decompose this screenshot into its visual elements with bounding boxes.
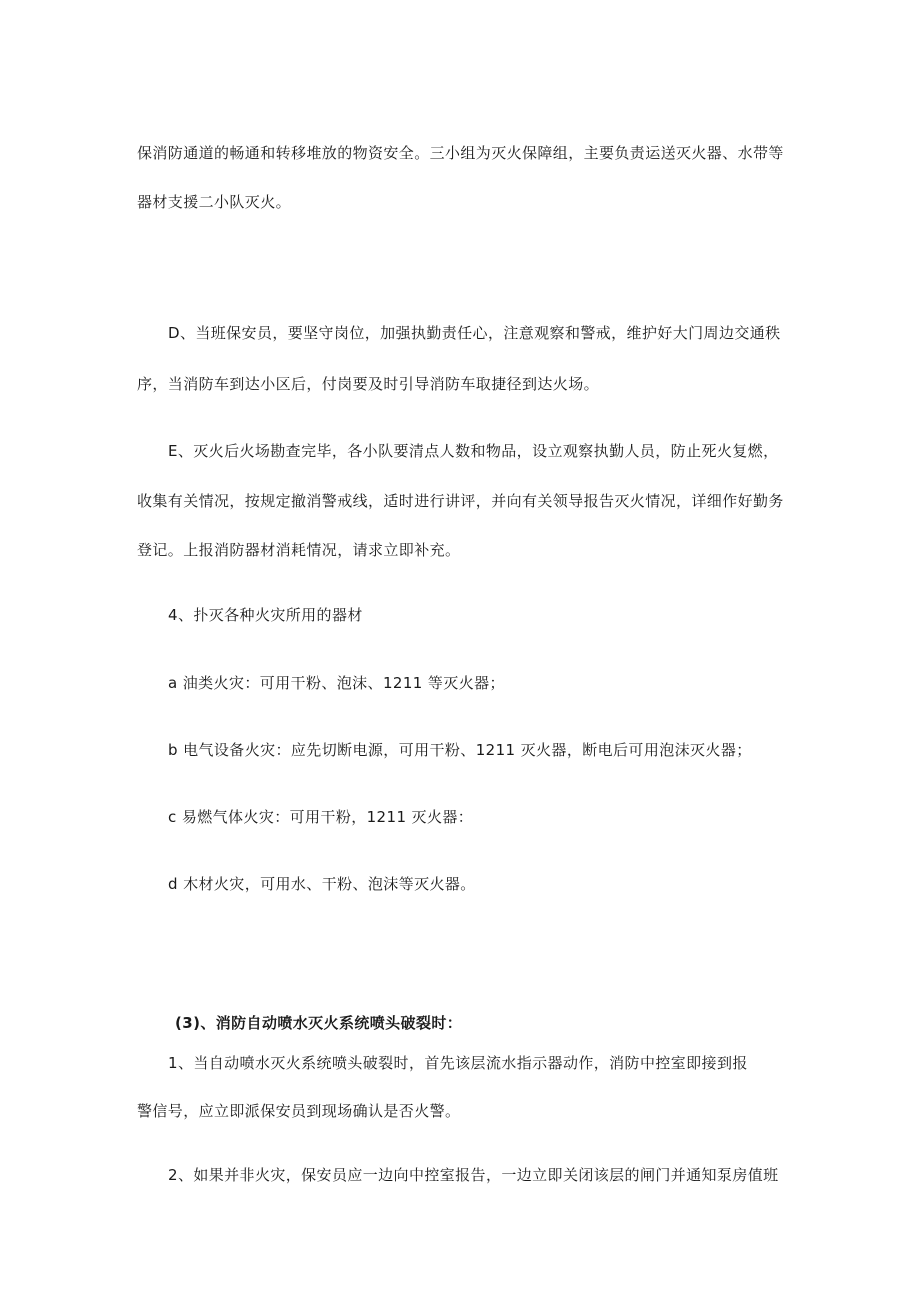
section-heading: 4、扑灭各种火灾所用的器材 — [168, 606, 363, 624]
list-item: a 油类火灾：可用干粉、泡沫、1211 等灭火器； — [168, 674, 505, 692]
list-item: c 易燃气体火灾：可用干粉，1211 灭火器： — [168, 808, 474, 826]
paragraph-line: 序，当消防车到达小区后，付岗要及时引导消防车取捷径到达火场。 — [137, 375, 600, 393]
section-title: (3)、消防自动喷水灭火系统喷头破裂时： — [175, 1014, 463, 1032]
paragraph-line: 2、如果并非火灾，保安员应一边向中控室报告，一边立即关闭该层的闸门并通知泵房值班 — [168, 1166, 779, 1184]
paragraph-line: D、当班保安员，要坚守岗位，加强执勤责任心，注意观察和警戒，维护好大门周边交通秩 — [168, 324, 781, 342]
list-item: b 电气设备火灾：应先切断电源，可用干粉、1211 灭火器，断电后可用泡沫灭火器； — [168, 741, 752, 759]
paragraph-line: E、灭火后火场勘查完毕，各小队要清点人数和物品，设立观察执勤人员，防止死火复燃， — [168, 442, 779, 460]
paragraph-line: 登记。上报消防器材消耗情况，请求立即补充。 — [137, 541, 461, 559]
paragraph-line: 收集有关情况，按规定撤消警戒线，适时进行讲评，并向有关领导报告灭火情况，详细作好勤务 — [137, 492, 784, 510]
paragraph-line: 1、当自动喷水灭火系统喷头破裂时，首先该层流水指示器动作，消防中控室即接到报 — [168, 1054, 748, 1072]
paragraph-line: 保消防通道的畅通和转移堆放的物资安全。三小组为灭火保障组，主要负责运送灭火器、水带等 — [137, 144, 784, 162]
list-item: d 木材火灾，可用水、干粉、泡沫等灭火器。 — [168, 875, 476, 893]
paragraph-line: 警信号，应立即派保安员到现场确认是否火警。 — [137, 1102, 461, 1120]
paragraph-line: 器材支援二小队灭火。 — [137, 193, 292, 211]
